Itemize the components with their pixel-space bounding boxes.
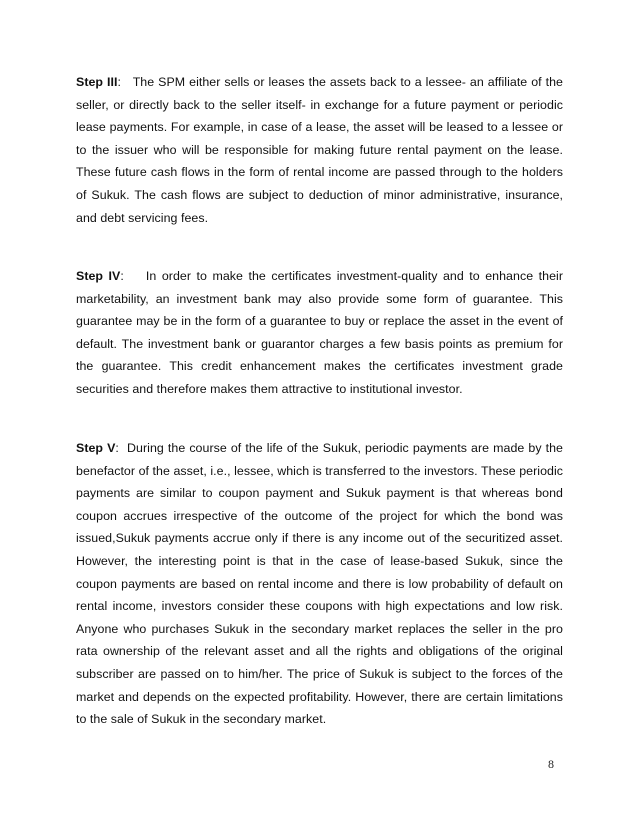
step-iii-label: Step III xyxy=(76,75,118,89)
step-iv-text: In order to make the certificates investment-quality and to enhance their marketability, an investment bank may also provide some form of guarantee. This guarantee may be in the form of a guarantee to buy or replace the asset in the event of default. The investment bank or guarantor charges a few basis points as premium for the guarantee. This credit enhancement makes the certificates investment grade securities and therefore makes them attractive to institutional investor. xyxy=(76,269,563,396)
step-v-text: During the course of the life of the Sukuk, periodic payments are made by the benefactor of the asset, i.e., lessee, which is transferred to the investors. These periodic payments are similar to coupon payment and Sukuk payment is that whereas bond coupon accrues irrespective of the outcome of the project for which the bond was issued,Sukuk payments accrue only if there is any income out of the securitized asset. However, the interesting point is that in the case of lease-based Sukuk, since the coupon payments are based on rental income and there is low probability of default on rental income, investors consider these coupons with high expectations and low risk. Anyone who purchases Sukuk in the secondary market replaces the seller in the pro rata ownership of the relevant asset and all the rights and obligations of the original subscriber are passed on to him/her. The price of Sukuk is subject to the forces of the market and depends on the expected profitability. However, there are certain limitations to the sale of Sukuk in the secondary market. xyxy=(76,441,564,727)
step-v-label: Step V xyxy=(76,441,116,455)
step-v-paragraph xyxy=(76,437,563,731)
step-v-separator: : xyxy=(115,441,128,455)
step-iii-text: The SPM either sells or leases the assets back to a lessee- an affiliate of the seller, or directly back to the seller itself- in exchange for a future payment or periodic lease payments. For example, in case of a lease, the asset will be leased to a lessee or to the issuer who will be responsible for making future rental payment on the lease. These future cash flows in the form of rental income are passed through to the holders of Sukuk. The cash flows are subject to deduction of minor administrative, insurance, and debt servicing fees. xyxy=(76,75,563,225)
step-iii-separator: : xyxy=(117,75,133,89)
page-number: 8 xyxy=(548,757,554,771)
step-iv-separator: : xyxy=(120,269,146,283)
step-iv-paragraph xyxy=(76,265,563,401)
step-iv-label: Step IV xyxy=(76,269,121,283)
step-iii-paragraph xyxy=(76,71,563,229)
